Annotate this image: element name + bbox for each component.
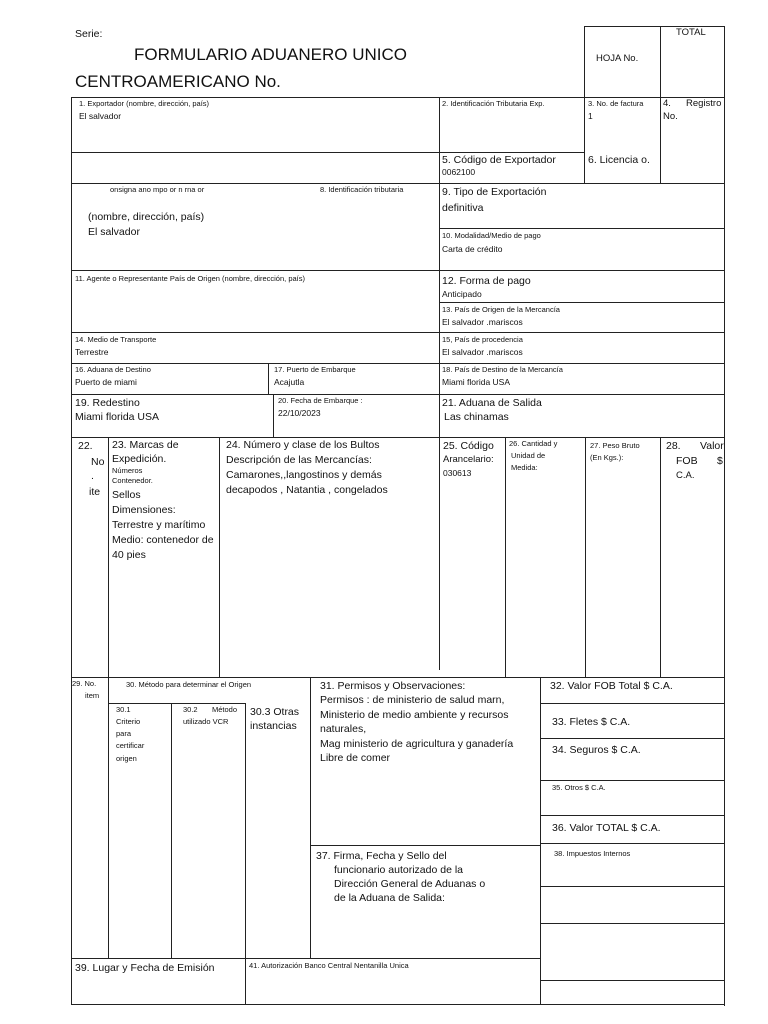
grid-line [71, 677, 724, 678]
permisos-value-5[interactable]: Libre de comer [320, 752, 391, 764]
permisos-label: 31. Permisos y Observaciones: [320, 680, 466, 692]
grid-line [71, 394, 724, 395]
grid-line [660, 437, 661, 677]
grid-line [71, 332, 724, 333]
cantidad-label-2: Unidad de [511, 451, 546, 460]
aduana-salida-value[interactable]: Las chinamas [444, 411, 509, 423]
grid-line [660, 97, 661, 183]
modalidad-pago-label: 10. Modalidad/Medio de pago [442, 231, 541, 240]
form-title-line2: CENTROAMERICANO No. [75, 72, 281, 91]
form-title-line1: FORMULARIO ADUANERO UNICO [134, 45, 407, 64]
grid-line [310, 845, 540, 846]
agente-label: 11. Agente o Representante País de Origen (nombre, dirección, país) [75, 274, 305, 283]
forma-pago-value[interactable]: Anticipado [442, 289, 482, 299]
pais-destino-label: 18. País de Destino de la Mercancía [442, 365, 563, 374]
bultos-label: 24. Número y clase de los Bultos [226, 439, 380, 451]
codigo-arancelario-value[interactable]: 030613 [443, 468, 472, 478]
puerto-embarque-label: 17. Puerto de Embarque [274, 365, 356, 374]
autorizacion-banco-label: 41. Autorización Banco Central Nentanilla Unica [249, 961, 409, 970]
valor-fob-label-dollar: $ [717, 455, 723, 467]
grid-line [540, 843, 724, 844]
grid-line [268, 363, 269, 394]
grid-line [108, 677, 109, 958]
grid-line [585, 437, 586, 677]
aduana-salida-label: 21. Aduana de Salida [442, 397, 542, 409]
metodo-origen-label: 30. Método para determinar el Origen [126, 680, 252, 689]
grid-line [71, 437, 724, 438]
grid-line [540, 815, 724, 816]
otras-instancias-label-1: 30.3 Otras [250, 706, 300, 718]
grid-line [108, 437, 109, 677]
permisos-value-3[interactable]: naturales, [320, 723, 367, 735]
modalidad-pago-value[interactable]: Carta de crédito [442, 244, 503, 254]
impuestos-internos-label: 38. Impuestos Internos [554, 849, 631, 858]
grid-line [540, 738, 724, 739]
grid-line [273, 394, 274, 437]
tipo-exportacion-label: 9. Tipo de Exportación [442, 186, 547, 198]
pais-destino-value[interactable]: Miami florida USA [442, 377, 511, 387]
grid-line [439, 302, 724, 303]
hoja-label: HOJA No. [596, 53, 639, 64]
redestino-value[interactable]: Miami florida USA [75, 411, 160, 423]
grid-line [219, 437, 220, 677]
valor-fob-total-label: 32. Valor FOB Total $ C.A. [550, 680, 673, 692]
grid-line [540, 677, 541, 1004]
factura-label: 3. No. de factura [588, 99, 644, 108]
grid-line [660, 26, 661, 98]
valor-fob-label-fob: FOB [676, 455, 698, 467]
aduana-destino-value[interactable]: Puerto de miami [75, 377, 137, 387]
grid-line [71, 183, 724, 184]
criterio-label-3: para [116, 729, 132, 738]
marcas-label-1: 23. Marcas de [112, 439, 179, 451]
aduana-destino-label: 16. Aduana de Destino [75, 365, 151, 374]
item-no-29-label-1: 29. No. [72, 679, 97, 688]
grid-line [71, 958, 540, 959]
permisos-value-2[interactable]: Ministerio de medio ambiente y recursos [320, 709, 509, 721]
criterio-label-1: 30.1 [116, 705, 131, 714]
valor-fob-label-num: 28. [666, 440, 681, 452]
grid-line [540, 923, 724, 924]
grid-line [505, 437, 506, 677]
item-ite-label: ite [89, 486, 101, 498]
sellos-label: Sellos [112, 489, 141, 501]
otras-instancias-label-2: instancias [250, 720, 297, 732]
cantidad-label-1: 26. Cantidad y [509, 439, 558, 448]
item-no-29-label-2: item [85, 691, 100, 700]
grid-line [724, 26, 725, 1006]
puerto-embarque-value[interactable]: Acajutla [274, 377, 305, 387]
identificacion-tributaria-label: 2. Identificación Tributaria Exp. [442, 99, 545, 108]
grid-line [108, 703, 245, 704]
codigo-arancelario-label-1: 25. Código [443, 440, 494, 452]
peso-bruto-label-2: (En Kgs.): [590, 453, 624, 462]
metodo-vcr-label: Método [212, 705, 238, 714]
fecha-embarque-label: 20. Fecha de Embarque : [278, 396, 363, 405]
pais-origen-label: 13. País de Origen de la Mercancía [442, 305, 560, 314]
item-dot-label: . [91, 470, 94, 482]
item-no-label-num: 22. [78, 440, 93, 452]
descripcion-label: Descripción de las Mercancías: [226, 454, 372, 466]
fecha-embarque-value[interactable]: 22/10/2023 [278, 408, 321, 418]
medio-transporte-value[interactable]: Terrestre [75, 347, 109, 357]
valor-fob-label-ca: C.A. [676, 470, 695, 481]
serie-label: Serie: [75, 28, 103, 40]
marcas-value-2[interactable]: Medio: contenedor de [112, 534, 214, 546]
permisos-value-1[interactable]: Permisos : de ministerio de salud marn, [320, 694, 505, 706]
grid-line [310, 677, 311, 958]
grid-line [71, 1004, 724, 1005]
grid-line [71, 363, 724, 364]
medio-transporte-label: 14. Medio de Transporte [75, 335, 157, 344]
pais-origen-value[interactable]: El salvador .mariscos [442, 317, 523, 327]
grid-line [439, 228, 724, 229]
numeros-label: Números [112, 466, 143, 475]
grid-line [71, 270, 724, 271]
valor-fob-label: Valor [700, 440, 724, 452]
consignatario-value[interactable]: El salvador [88, 226, 140, 238]
grid-line [540, 980, 724, 981]
registro-no-label: No. [663, 111, 678, 122]
grid-line [71, 97, 724, 98]
firma-label-3: Dirección General de Aduanas o [334, 878, 486, 890]
consignatario-label: onsigna ano mpo or n rna or [110, 185, 205, 194]
valor-total-label: 36. Valor TOTAL $ C.A. [552, 822, 661, 834]
firma-label-4: de la Aduana de Salida: [334, 892, 445, 904]
metodo-vcr-label-2: utilizado VCR [183, 717, 229, 726]
item-no-label: No [91, 456, 105, 468]
criterio-label-4: certificar [116, 741, 145, 750]
grid-line [540, 703, 724, 704]
marcas-value-3[interactable]: 40 pies [112, 549, 146, 561]
fletes-label: 33. Fletes $ C.A. [552, 716, 631, 728]
grid-line [171, 703, 172, 958]
grid-line [71, 152, 584, 153]
identificacion-tributaria-8-label: 8. Identificación tributaria [320, 185, 404, 194]
firma-label-2: funcionario autorizado de la [334, 864, 464, 876]
tipo-exportacion-value[interactable]: definitiva [442, 202, 484, 214]
otros-label: 35. Otros $ C.A. [552, 783, 606, 792]
forma-pago-label: 12. Forma de pago [442, 275, 531, 287]
metodo-vcr-label-num: 30.2 [183, 705, 198, 714]
exportador-label: 1. Exportador (nombre, dirección, país) [79, 99, 210, 108]
grid-line [540, 886, 724, 887]
pais-procedencia-value[interactable]: El salvador .mariscos [442, 347, 523, 357]
grid-line [584, 97, 585, 183]
grid-line [71, 97, 72, 1004]
firma-label-1: 37. Firma, Fecha y Sello del [316, 850, 447, 862]
dimensiones-label: Dimensiones: [112, 504, 176, 516]
codigo-arancelario-label-2: Arancelario: [443, 454, 494, 465]
criterio-label-2: Criterio [116, 717, 141, 726]
grid-line [540, 780, 724, 781]
codigo-exportador-value[interactable]: 0062100 [442, 167, 476, 177]
licencia-label: 6. Licencia o. [588, 154, 650, 166]
marcas-label-2: Expedición. [112, 453, 167, 465]
codigo-exportador-label: 5. Código de Exportador [442, 154, 556, 166]
seguros-label: 34. Seguros $ C.A. [552, 744, 641, 756]
cantidad-label-3: Medida: [511, 463, 538, 472]
registro-label-num: 4. [663, 98, 671, 109]
factura-value[interactable]: 1 [588, 111, 593, 121]
consignatario-address-label: (nombre, dirección, país) [88, 211, 205, 223]
permisos-value-4[interactable]: Mag ministerio de agricultura y ganadería [320, 738, 514, 750]
total-label: TOTAL [676, 27, 706, 38]
lugar-fecha-emision-label: 39. Lugar y Fecha de Emisión [75, 962, 215, 974]
exportador-value[interactable]: El salvador [79, 111, 122, 121]
descripcion-value-2[interactable]: decapodos , Natantia , congelados [226, 484, 388, 496]
grid-line [584, 26, 585, 98]
registro-label: Registro [686, 98, 722, 109]
contenedor-label: Contenedor. [112, 476, 153, 485]
criterio-label-5: origen [116, 754, 137, 763]
marcas-value-1[interactable]: Terrestre y marítimo [112, 519, 206, 531]
pais-procedencia-label: 15, País de procedencia [442, 335, 523, 344]
descripcion-value-1[interactable]: Camarones,,langostinos y demás [226, 469, 382, 481]
redestino-label: 19. Redestino [75, 397, 140, 409]
peso-bruto-label-1: 27. Peso Bruto [590, 441, 640, 450]
